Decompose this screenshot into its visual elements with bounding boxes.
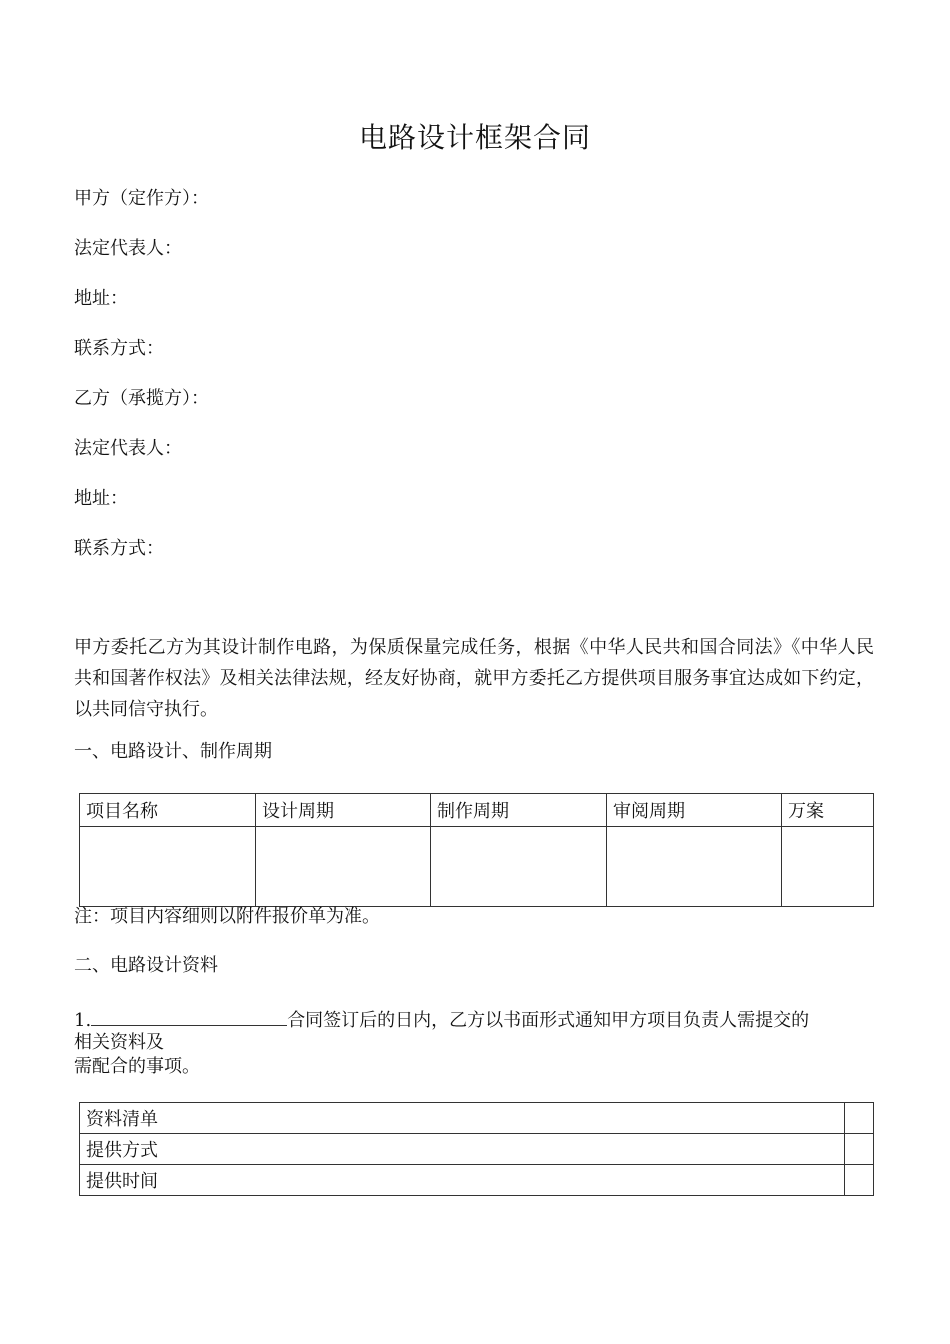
table-header-row [80,794,874,827]
party-a-contact: 联系方式： [74,338,164,359]
section2-item1 [74,1007,809,1033]
table-cell [845,1165,874,1196]
table-cell [607,827,782,907]
header-design-cycle: 设计周期 [256,794,431,827]
cycle-table [79,793,874,907]
header-plan: 万案 [782,794,874,827]
item1-number: 1. [74,1010,92,1031]
document-title: 电路设计框架合同 [358,121,591,154]
party-b-contact: 联系方式： [74,538,164,559]
header-review-cycle: 审阅周期 [607,794,782,827]
header-production-cycle: 制作周期 [431,794,607,827]
table-row [80,1165,874,1196]
party-a-address: 地址： [74,288,128,309]
table-cell [845,1134,874,1165]
party-b-rep: 法定代表人： [74,438,182,459]
table-cell [782,827,874,907]
section1-note: 注：项目内容细则以附件报价单为准。 [74,906,380,927]
party-a-label: 甲方（定作方）： [74,188,209,209]
party-b-label: 乙方（承揽方）： [74,388,209,409]
table-row [80,827,874,907]
section2-heading: 二、电路设计资料 [74,955,218,976]
table-cell [256,827,431,907]
table-row [80,1134,874,1165]
section2-item1-line3: 需配合的事项。 [74,1056,200,1077]
provide-time-cell: 提供时间 [80,1165,845,1196]
section1-heading: 一、电路设计、制作周期 [74,741,272,762]
materials-table [79,1102,874,1196]
item1-text: 合同签订后的日内，乙方以书面形式通知甲方项目负责人需提交的 [287,1010,810,1031]
header-project-name: 项目名称 [80,794,256,827]
table-cell [845,1103,874,1134]
party-a-rep: 法定代表人： [74,238,182,259]
provide-method-cell: 提供方式 [80,1134,845,1165]
table-row [80,1103,874,1134]
materials-list-cell: 资料清单 [80,1103,845,1134]
party-b-address: 地址： [74,488,128,509]
section2-item1-line2: 相关资料及 [74,1032,164,1053]
table-cell [431,827,607,907]
item1-blank-field [91,1007,287,1026]
intro-paragraph: 甲方委托乙方为其设计制作电路，为保质保量完成任务，根据《中华人民共和国合同法》《中华人民共和国著作权法》及相关法律法规，经友好协商，就甲方委托乙方提供项目服务事宜达成如下约定，以共同信守执行。 [74,637,874,720]
table-cell [80,827,256,907]
